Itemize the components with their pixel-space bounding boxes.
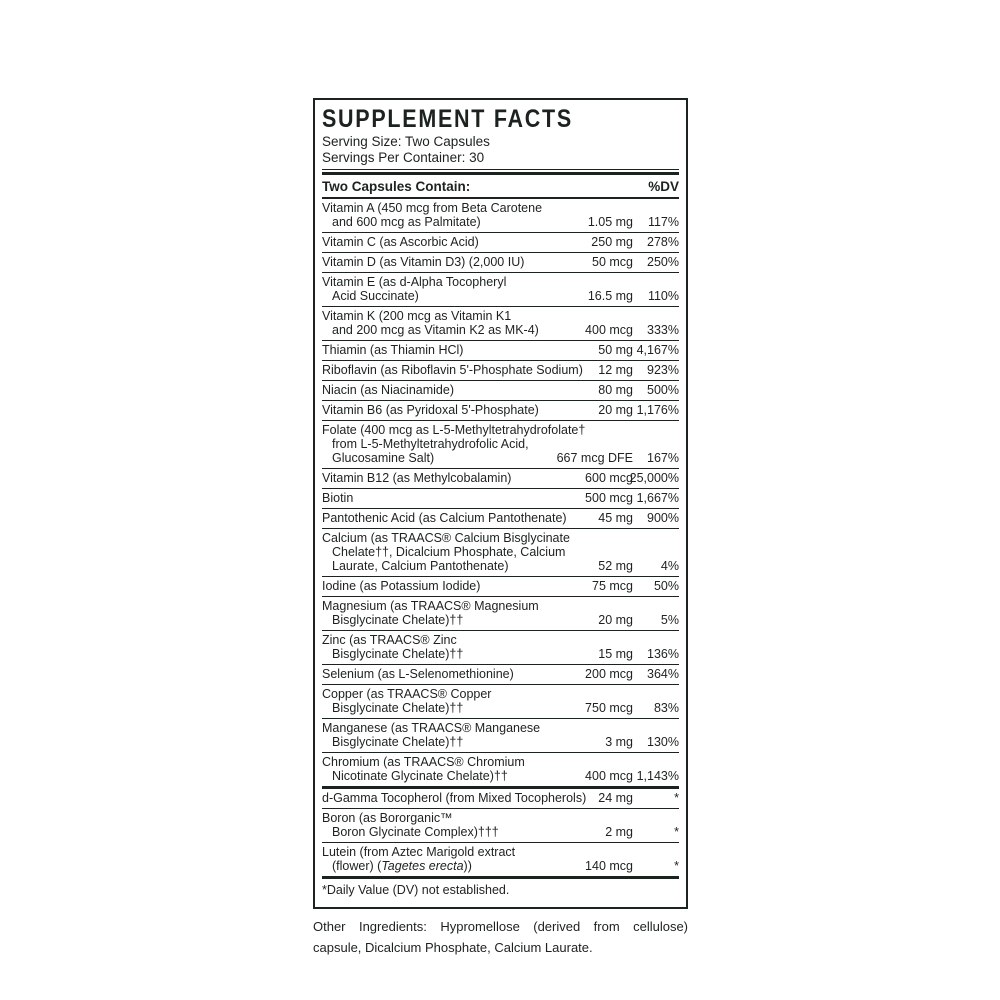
nutrient-amount: 1.05 mg (587, 215, 633, 230)
nutrient-amount: 16.5 mg (587, 289, 633, 304)
nutrient-name-line: Bisglycinate Chelate)†† (332, 613, 464, 628)
nutrient-amount: 250 mg (591, 235, 633, 250)
nutrient-name-line: Magnesium (as TRAACS® Magnesium (322, 599, 539, 614)
nutrient-dv-percent: 5% (660, 613, 679, 628)
nutrient-row (322, 252, 679, 272)
nutrient-name-line: Bisglycinate Chelate)†† (332, 647, 464, 662)
nutrient-row (322, 360, 679, 380)
nutrient-name-line: Zinc (as TRAACS® Zinc (322, 633, 457, 648)
nutrient-dv-percent: 25,000% (629, 471, 679, 486)
nutrient-row (322, 199, 679, 232)
nutrient-row (322, 508, 679, 528)
nutrient-name-line: Biotin (322, 491, 354, 506)
nutrient-dv-percent: 1,176% (636, 403, 679, 418)
nutrient-dv-percent: 1,667% (636, 491, 679, 506)
nutrient-name-line: Copper (as TRAACS® Copper (322, 687, 492, 702)
nutrient-amount: 600 mcg (585, 471, 633, 486)
nutrient-name-line: (flower) (Tagetes erecta)) (332, 859, 472, 874)
nutrient-amount: 750 mcg (585, 701, 633, 716)
nutrient-name-line: Manganese (as TRAACS® Manganese (322, 721, 541, 736)
nutrient-name-line: Selenium (as L-Selenomethionine) (322, 667, 514, 682)
nutrient-name-line: Iodine (as Potassium Iodide) (322, 579, 481, 594)
nutrient-name-line: Chelate††, Dicalcium Phosphate, Calcium (332, 545, 566, 560)
nutrient-row (322, 752, 679, 786)
nutrient-name-line: Vitamin C (as Ascorbic Acid) (322, 235, 479, 250)
nutrient-amount: 50 mg (598, 343, 633, 358)
nutrient-name-line: Riboflavin (as Riboflavin 5'-Phosphate Sodium) (322, 363, 583, 378)
nutrient-name-line: Folate (400 mcg as L-5-Methyltetrahydrofolate† (322, 423, 586, 438)
nutrient-name-line: and 200 mcg as Vitamin K2 as MK-4) (332, 323, 539, 338)
nutrient-dv-percent: 278% (647, 235, 679, 250)
nutrient-name-line: Bisglycinate Chelate)†† (332, 701, 464, 716)
nutrient-name-line: Boron (as Bororganic™ (322, 811, 453, 826)
nutrient-name-line: Vitamin D (as Vitamin D3) (2,000 IU) (322, 255, 525, 270)
nutrient-name-line: Calcium (as TRAACS® Calcium Bisglycinate (322, 531, 570, 546)
nutrient-table (322, 199, 679, 786)
nutrient-name-line: Bisglycinate Chelate)†† (332, 735, 464, 750)
nutrient-amount: 400 mcg (585, 769, 633, 784)
nutrient-amount: 20 mg (598, 403, 633, 418)
column-header-dv: %DV (648, 179, 679, 195)
non-dv-nutrient-table (322, 789, 679, 876)
nutrient-dv-percent: 500% (647, 383, 679, 398)
nutrient-dv-percent: 117% (647, 215, 679, 230)
nutrient-dv-percent: 130% (647, 735, 679, 750)
nutrient-row (322, 528, 679, 576)
nutrient-dv-percent: * (674, 791, 679, 806)
nutrient-dv-percent: 900% (647, 511, 679, 526)
nutrient-dv-percent: 4,167% (636, 343, 679, 358)
nutrient-dv-percent: 83% (653, 701, 679, 716)
nutrient-dv-percent: 1,143% (636, 769, 679, 784)
nutrient-name-line: Lutein (from Aztec Marigold extract (322, 845, 516, 860)
nutrient-name-line: Niacin (as Niacinamide) (322, 383, 454, 398)
nutrient-amount: 500 mcg (585, 491, 633, 506)
nutrient-amount: 140 mcg (585, 859, 633, 874)
nutrient-row (322, 576, 679, 596)
nutrient-row (322, 272, 679, 306)
nutrient-name-line: d-Gamma Tocopherol (from Mixed Tocopherols) (322, 791, 587, 806)
nutrient-amount: 12 mg (598, 363, 633, 378)
nutrient-dv-percent: 50% (653, 579, 679, 594)
nutrient-row (322, 488, 679, 508)
nutrient-dv-percent: 333% (647, 323, 679, 338)
column-header-contain: Two Capsules Contain: (322, 179, 471, 195)
nutrient-row (322, 400, 679, 420)
nutrient-name-line: Vitamin K (200 mcg as Vitamin K1 (322, 309, 512, 324)
nutrient-amount: 80 mg (598, 383, 633, 398)
nutrient-row (322, 340, 679, 360)
nutrient-dv-percent: * (674, 825, 679, 840)
serving-size: Serving Size: Two Capsules (322, 134, 490, 150)
nutrient-dv-percent: 364% (647, 667, 679, 682)
nutrient-amount: 400 mcg (585, 323, 633, 338)
nutrient-amount: 2 mg (605, 825, 633, 840)
nutrient-row (322, 718, 679, 752)
nutrient-amount: 50 mcg (592, 255, 633, 270)
nutrient-amount: 3 mg (605, 735, 633, 750)
nutrient-dv-percent: 923% (647, 363, 679, 378)
nutrient-row (322, 596, 679, 630)
supplement-facts-panel (313, 98, 688, 958)
nutrient-row (322, 380, 679, 400)
nutrient-name-line: Boron Glycinate Complex)††† (332, 825, 499, 840)
nutrient-row (322, 420, 679, 468)
nutrient-name-line: Glucosamine Salt) (332, 451, 435, 466)
nutrient-dv-percent: * (674, 859, 679, 874)
nutrient-name-line: Chromium (as TRAACS® Chromium (322, 755, 525, 770)
nutrient-row (322, 630, 679, 664)
nutrient-name-line: and 600 mcg as Palmitate) (332, 215, 481, 230)
nutrient-row (322, 842, 679, 876)
other-ingredients-text: Other Ingredients: Hypromellose (derived from cellulose) capsule, Dicalcium Phosphate, Calcium Laurate. (313, 919, 688, 955)
servings-per-container: Servings Per Container: 30 (322, 149, 485, 165)
nutrient-name-line: Pantothenic Acid (as Calcium Pantothenate) (322, 511, 567, 526)
nutrient-dv-percent: 4% (660, 559, 679, 574)
nutrient-amount: 24 mg (598, 791, 633, 806)
nutrient-amount: 200 mcg (585, 667, 633, 682)
nutrient-name-line: Vitamin B12 (as Methylcobalamin) (322, 471, 512, 486)
nutrient-row (322, 306, 679, 340)
nutrient-row (322, 684, 679, 718)
nutrient-dv-percent: 136% (647, 647, 679, 662)
facts-box (313, 98, 688, 909)
nutrient-name-line: Vitamin B6 (as Pyridoxal 5'-Phosphate) (322, 403, 539, 418)
nutrient-dv-percent: 167% (647, 451, 679, 466)
dv-footnote: *Daily Value (DV) not established. (322, 883, 510, 898)
nutrient-name-line: Vitamin E (as d-Alpha Tocopheryl (322, 275, 507, 290)
nutrient-amount: 15 mg (598, 647, 633, 662)
nutrient-name-line: from L-5-Methyltetrahydrofolic Acid, (332, 437, 529, 452)
nutrient-amount: 75 mcg (592, 579, 633, 594)
nutrient-row (322, 808, 679, 842)
nutrient-row (322, 789, 679, 808)
nutrient-name-line: Nicotinate Glycinate Chelate)†† (332, 769, 508, 784)
nutrient-name-line: Vitamin A (450 mcg from Beta Carotene (322, 201, 543, 216)
nutrient-name-line: Laurate, Calcium Pantothenate) (332, 559, 509, 574)
panel-title: SUPPLEMENT FACTS (322, 105, 573, 133)
nutrient-amount: 52 mg (598, 559, 633, 574)
nutrient-name-line: Acid Succinate) (332, 289, 419, 304)
nutrient-amount: 667 mcg DFE (556, 451, 633, 466)
nutrient-row (322, 664, 679, 684)
nutrient-name-line: Thiamin (as Thiamin HCl) (322, 343, 464, 358)
table-header-row (322, 175, 679, 199)
nutrient-dv-percent: 250% (647, 255, 679, 270)
nutrient-row (322, 468, 679, 488)
nutrient-amount: 45 mg (598, 511, 633, 526)
nutrient-amount: 20 mg (598, 613, 633, 628)
nutrient-row (322, 232, 679, 252)
nutrient-dv-percent: 110% (647, 289, 679, 304)
